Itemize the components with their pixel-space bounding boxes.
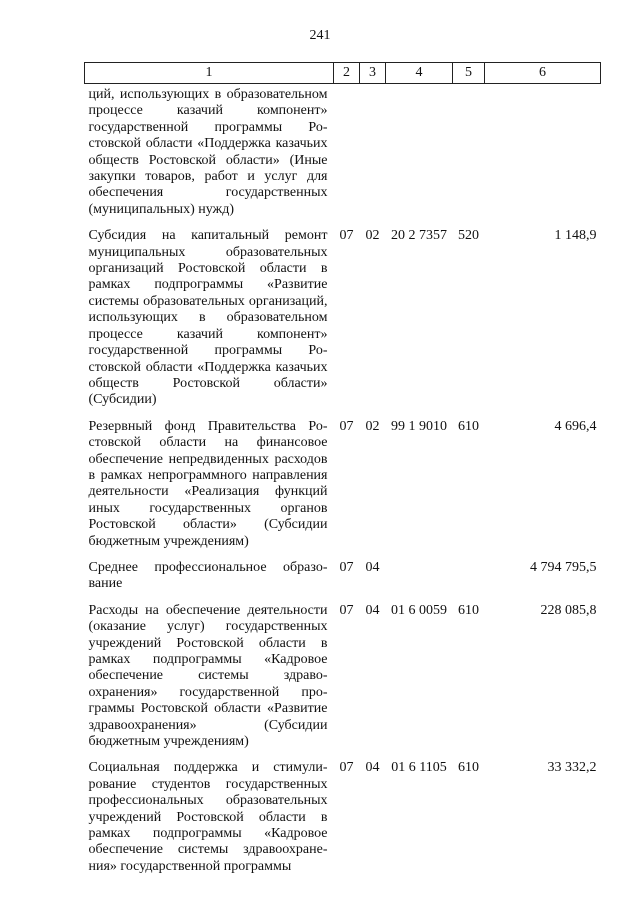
budget-table: [84, 62, 601, 875]
row-target-article: 99 1 9010: [391, 418, 447, 434]
table-row: [85, 84, 601, 219]
row-subsection: 04: [365, 602, 380, 618]
row-expense-type: [453, 550, 485, 593]
row-target-article: [386, 84, 453, 219]
row-amount: 4 794 795,5: [530, 559, 597, 575]
header-col-3: 3: [360, 63, 386, 84]
table-row: [85, 409, 601, 550]
row-section: [334, 84, 360, 219]
row-amount: 1 148,9: [554, 228, 597, 244]
row-amount: 4 696,4: [554, 418, 597, 434]
row-amount: 228 085,8: [540, 602, 597, 618]
row-section: 07: [339, 418, 354, 434]
row-subsection: 04: [365, 559, 380, 575]
row-description: Расходы на обеспечение деятельности (оказание услуг) государственных учреждений Ростовской области в рамках подпрограммы «Кадровое обеспечение системы здравоохранения» государственной программы Ростовской области «Развитие здравоохранения» (Субсидии бюджетным учреждениям): [88, 602, 328, 750]
row-expense-type: 610: [458, 418, 479, 434]
header-col-6: 6: [485, 63, 601, 84]
row-section: 07: [339, 559, 354, 575]
table-row: [85, 550, 601, 593]
header-col-1: 1: [85, 63, 334, 84]
row-target-article: [386, 550, 453, 593]
row-expense-type: [453, 84, 485, 219]
row-subsection: 04: [365, 760, 380, 776]
row-description: Резервный фонд Правительства Ростовской области на финансовое обеспечение непредвиденных расходов в рамках непрограммного направления деятельности «Реализация функций иных государственных органов Ростовской области» (Субсидии бюджетным учреждениям): [88, 418, 328, 549]
table-header-row: [85, 63, 601, 84]
row-expense-type: 610: [458, 602, 479, 618]
header-col-2: 2: [334, 63, 360, 84]
header-col-5: 5: [453, 63, 485, 84]
row-section: 07: [339, 760, 354, 776]
row-target-article: 20 2 7357: [391, 228, 447, 244]
row-target-article: 01 6 1105: [391, 760, 447, 776]
row-description: Среднее профессиональное образование: [88, 559, 328, 592]
row-section: 07: [339, 228, 354, 244]
row-expense-type: 610: [458, 760, 479, 776]
table-row: [85, 593, 601, 751]
row-description: ций, использующих в образовательном процессе казачий компонент» государственной программы Ростовской области «Поддержка казачьих обществ Ростовской области» (Иные закупки товаров, работ и услуг для обеспечения государственных (муниципальных) нужд): [88, 87, 328, 217]
row-amount: [485, 84, 601, 219]
row-subsection: 02: [365, 418, 380, 434]
row-description: Социальная поддержка и стимулирование студентов государственных профессиональных образовательных учреждений Ростовской области в рамках подпрограммы «Кадровое обеспечение системы здравоохранения» государственной программы: [88, 760, 328, 874]
row-description: Субсидия на капитальный ремонт муниципальных образовательных организаций Ростовской области в рамках подпрограммы «Развитие системы образовательных организаций, использующих в образовательном процессе казачий компонент» государственной программы Ростовской области «Поддержка казачьих обществ Ростовской области» (Субсидии): [88, 228, 328, 408]
header-col-4: 4: [386, 63, 453, 84]
table-row: [85, 218, 601, 408]
row-subsection: 02: [365, 228, 380, 244]
row-target-article: 01 6 0059: [391, 602, 447, 618]
row-section: 07: [339, 602, 354, 618]
page-number: 241: [309, 28, 331, 43]
table-row: [85, 750, 601, 875]
row-expense-type: 520: [458, 228, 479, 244]
row-amount: 33 332,2: [547, 760, 597, 776]
row-subsection: [360, 84, 386, 219]
